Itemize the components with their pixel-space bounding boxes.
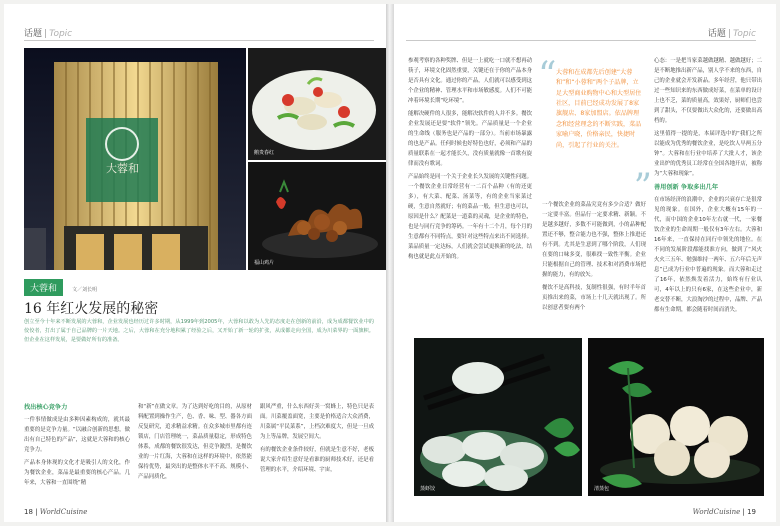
left-column-1 [24, 402, 130, 491]
paragraph: 产品始终是同一个关于企业长久发展的关键性问题。一个餐饮企业日常经营有一二百个品种（有的还更多），有大菜、配菜、汤菜等，有的企业当家菜过硬，生意自然就好；有的菜品一般，但生意也可以，原因是什么？配菜是一道菜的灵魂，是企业的特色，也是与同行竞争的筹码。一年有十二个月，每个月的生意都有不同特点，要针对这些特点来出不同选择。菜品质量一定达标，人们就会尝试更换新的吃法，结构也就是此点开始的。 [408, 174, 532, 260]
paragraph: 在市场经济的浪潮中，企业的兴衰存亡是很常见的现象。在国外，企业大概有15年的一代，而中国的企业10年左右就一代，一家餐饮企业的生命周期一般仅有3年左右。大蓉和16年来，一直保持在同行中领先的地位。在不同的发展阶段都能找准方向，做到了“风火火火三五年、勉强维持一两年、五六年后无声息”已成为行业中普遍的现象。而大蓉和走过了16年，依然焕发着活力，始终有行业认可，4年以上的只有6家，在这些企业中，新老交替不断，大浪淘沙的过程中，品牌、产品都有生命期，都会随着时间而消失。 [654, 197, 762, 314]
header-divider [24, 40, 374, 41]
pull-quote [538, 55, 652, 208]
subheading-core-competitiveness: 找出核心竞争力 [24, 404, 68, 411]
paragraph: 产品本身体现的文化才是吸引人的文化，作为餐饮企业，菜品是最重要的核心产品。几年来，大蓉和一直围绕“精 [24, 460, 130, 487]
pull-quote-text: 大蓉和在成都先后创建“大蓉和”和“小蓉和”两个子品牌，立足大型商业购物中心和大型居住社区，目前已经成功发展了8家旗舰店、8家加盟店。依品牌理念和经营理念的不断实践，菜品家喻户晓，价格亲民，快捷时尚，引起了行业的关注。 [556, 69, 642, 149]
left-page [4, 4, 386, 522]
page-number: 18 [24, 508, 33, 516]
section-header: 话题 | Topic [707, 29, 756, 39]
dumpling-caption-2: 清蒸包 [594, 486, 610, 492]
left-column-3 [260, 402, 374, 478]
quote-close-icon: ” [633, 167, 652, 208]
section-label: 话题 [24, 29, 43, 39]
paragraph: 餐饮不是高科技，复制性很强，有时半年首页推出来的菜，市场上十几天就出现了。所以创意者要有两个 [542, 285, 646, 311]
paragraph: 一件事情做成是由多种因素构成的，就其最重要的是竞争力量。“以融合创新的思想，做出有自己特色的产品”，这就是大蓉和的核心竞争力。 [24, 417, 130, 454]
page-footer-right: WorldCuisine | 19 [692, 508, 756, 516]
article-byline [24, 276, 97, 296]
page-gutter [386, 4, 394, 522]
dish-photo-2 [248, 162, 386, 270]
paragraph: 和“新”在做文章。为了达到好吃的目的，从原材料配置到操作生产，色、香、味、型、器各方面反复研究，追求精益求精。在众多城市里都有连锁店，门店管理统一，菜品质量稳定，形成特色体系，成都的餐饮很发达，但竞争激烈，是餐饮业的一片红海，大蓉和在这样的环境中，依然能保持优势，最突出的是整体水平不高、规模小、产品同质化， [138, 404, 252, 480]
subheading-innovation: 善用创新 争取多出几年 [654, 184, 719, 191]
dish-illustration-2 [248, 162, 386, 270]
dish-illustration-1 [248, 48, 386, 160]
dumpling-caption-1: 蒸虾饺 [420, 486, 436, 492]
article-title: 16 年红火发展的秘密 [24, 301, 159, 317]
section-label-en: Topic [49, 29, 73, 39]
right-column-2 [542, 200, 646, 316]
dish-photo-1 [248, 48, 386, 160]
magazine-brand: WorldCuisine [692, 508, 741, 516]
paragraph: 这里值得一提的是，本届评选中的“我们之所以能成为优秀的餐饮企业，是吃饮人早两五分钟”。大蓉和在行业中培养了大批人才，该企业出炉的优秀员工经常在全国各地开店，被称为“大蓉和现象”。 [654, 131, 762, 177]
magazine-brand: WorldCuisine [39, 508, 88, 516]
dumpling-photo-2 [588, 338, 764, 496]
right-column-1 [408, 56, 532, 265]
restaurant-facade-photo [24, 48, 246, 270]
restaurant-facade-illustration [24, 48, 246, 270]
page-footer-left: 18 | WorldCuisine [24, 508, 88, 516]
dumpling-illustration-1 [414, 338, 582, 496]
right-column-3 [654, 56, 762, 318]
quote-open-icon: “ [538, 55, 557, 96]
paragraph: 能解决硬件的人很多，能解决软件的人并不多。餐饮企业发展还是要“软件”领先。产品质量是一个企业的生命线（服务也是产品的一部分）。当前市场暴露的也是产品。任何时候也好特色也好，必须和产品的质量联系在一起才能长久，没有质量就像一首歌有旋律而没有歌词。 [408, 111, 532, 167]
article-lead: 创立至今十年来不断发展的大蓉和，企业发展也经历过许多时期，从1999年到2005年，大蓉和以敢为人先的态度走在创新的前沿，成为成都餐饮业中的佼佼者，打出了属于自己品牌的一片天地。之后，大蓉和在充分地积累了经验之后，又开始了新一轮的扩张，从成都走向全国，成为川菜界的一面旗帜。但企业在这样发展，是要做好所有的准备。 [24, 319, 374, 344]
section-header: 话题 | Topic [24, 29, 73, 39]
dumpling-photo-1 [414, 338, 582, 496]
section-label: 话题 [707, 29, 726, 39]
dumpling-illustration-2 [588, 338, 764, 496]
paragraph: 参观考察的各种奖牌、但是一上就吃一口就不想再动筷子，环境文化固然重要，关键还在于你的产品本身是否具有文化。通过你的产品，人们就可以感受到这个企业的精神、管理水平和市场敏感度。人们不可能冲着环境长期“吃环境”。 [408, 58, 532, 104]
paragraph: 有的餐饮企业条件较好，但就是生意不好，老板说大家介绍生意好是看谁的厨师技术好，还是看管理的水平，介绍环境、宇宙， [260, 447, 374, 473]
paragraph: 心态：一是把当家菜越做越精、越做越好；二是不断地推出新产品，别人学不来的东西，自己的企业就会开发新品。多年经营，他只带出过一些知识来的东西做成好菜，在菜单的设计上也不乏，菜的质量高，效果好，厨师们也尝到了甜头，不仅要做出大众化的，还要做出高档的。 [654, 58, 762, 124]
page-number: 19 [747, 508, 756, 516]
section-label-en: Topic [732, 29, 756, 39]
left-column-2 [138, 402, 252, 485]
header-divider [406, 40, 756, 41]
dish-caption-2: 福山鸡片 [254, 260, 275, 266]
facade-sign: 大蓉和 [106, 162, 139, 175]
brand-tag: 大蓉和 [24, 279, 63, 296]
paragraph: 一个餐饮企业的菜品究竟有多少合适？做好一定要丰富。但品行一定要求精、新颖。不是越多越好，多数不可能做到，小的品种配置还不够，整合能力也不强，整体上推进还有不到。尤其是生意到了哪个阶段，人们现在要的口味多变，很难找一致性平衡。企业只能根据自己的管理、技术和对消费市场把握的能力，有的放矢。 [542, 202, 646, 278]
author-credit: 文／刘长明 [72, 287, 98, 293]
right-page [394, 4, 776, 522]
paragraph: 跟风严重，什么东西好卖一窝蜂上，特色只是表面。川菜覆盖面宽，主要是价格适合大众消费，川菜属“平民菜系”，上档次难度大，但是一旦成为上等品牌，发展空间大。 [260, 404, 374, 440]
dish-caption-1: 鹅贵春红 [254, 150, 275, 156]
